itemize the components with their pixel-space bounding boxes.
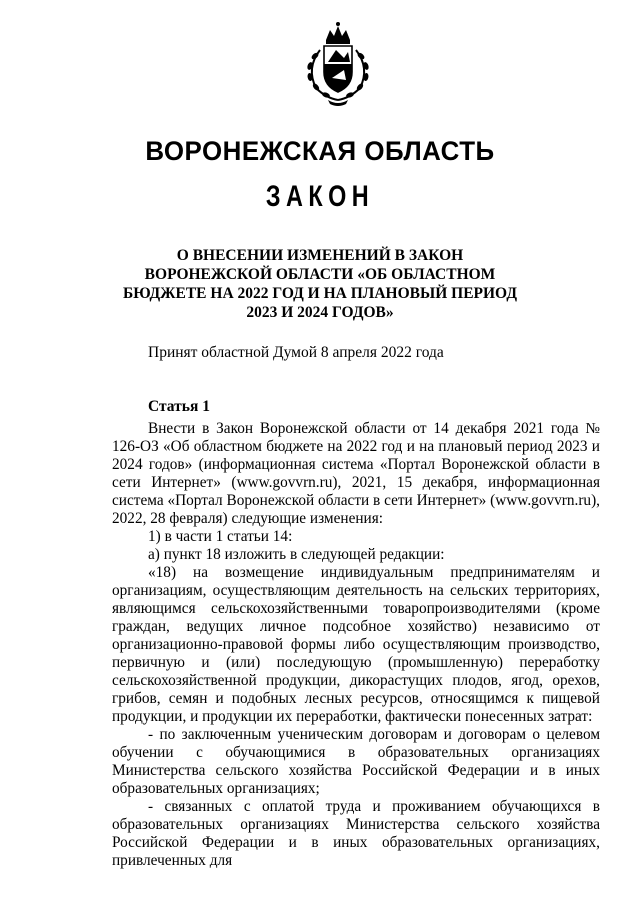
voronezh-coat-of-arms-icon bbox=[296, 20, 380, 106]
paragraph: - по заключенным ученическим договорам и договорам о целевом обучении с обучающимися в образовательных организациях Министерства сельского хозяйства Российской Федерации и в иных образовательных организациях; bbox=[112, 726, 600, 797]
paragraph: а) пункт 18 изложить в следующей редакции: bbox=[148, 546, 445, 563]
document-title: О ВНЕСЕНИИ ИЗМЕНЕНИЙ В ЗАКОН ВОРОНЕЖСКОЙ ОБЛАСТИ «ОБ ОБЛАСТНОМ БЮДЖЕТЕ НА 2022 ГОД И НА ПЛАНОВЫЙ ПЕРИОД 2023 И 2024 ГОДОВ» bbox=[122, 247, 518, 321]
article-heading: Статья 1 bbox=[148, 398, 210, 415]
paragraph: - связанных с оплатой труда и проживанием обучающихся в образовательных организациях Министерства сельского хозяйства Российской Федерации и в иных образовательных организациях, привлеченных для bbox=[112, 798, 600, 869]
law-heading: ЗАКОН bbox=[265, 180, 375, 213]
adoption-date: Принят областной Думой 8 апреля 2022 года bbox=[148, 344, 444, 361]
region-name: ВОРОНЕЖСКАЯ ОБЛАСТЬ bbox=[145, 136, 495, 166]
article-body bbox=[112, 420, 600, 870]
paragraph: «18) на возмещение индивидуальным предпринимателям и организациям, осуществляющим деятельность на сельских территориях, являющимся сельскохозяйственными товаропроизводителями (кроме граждан, ведущих личное подсобное хозяйство) независимо от организационно-правовой формы либо осуществляющим производство, первичную и (или) последующую (промышленную) переработку сельскохозяйственной продукции, дикорастущих плодов, ягод, орехов, грибов, семян и подобных лесных ресурсов, относящимся к пищевой продукции, и продукции их переработки, фактически понесенных затрат: bbox=[112, 564, 600, 725]
paragraph: Внести в Закон Воронежской области от 14 декабря 2021 года № 126-ОЗ «Об областном бюджете на 2022 год и на плановый период 2023 и 2024 годов» (информационная система «Портал Воронежской области в сети Интернет» (www.govvrn.ru), 2021, 15 декабря, информационная система «Портал Воронежской области в сети Интернет» (www.govvrn.ru), 2022, 28 февраля) следующие изменения: bbox=[112, 420, 600, 527]
paragraph: 1) в части 1 статьи 14: bbox=[148, 528, 293, 545]
